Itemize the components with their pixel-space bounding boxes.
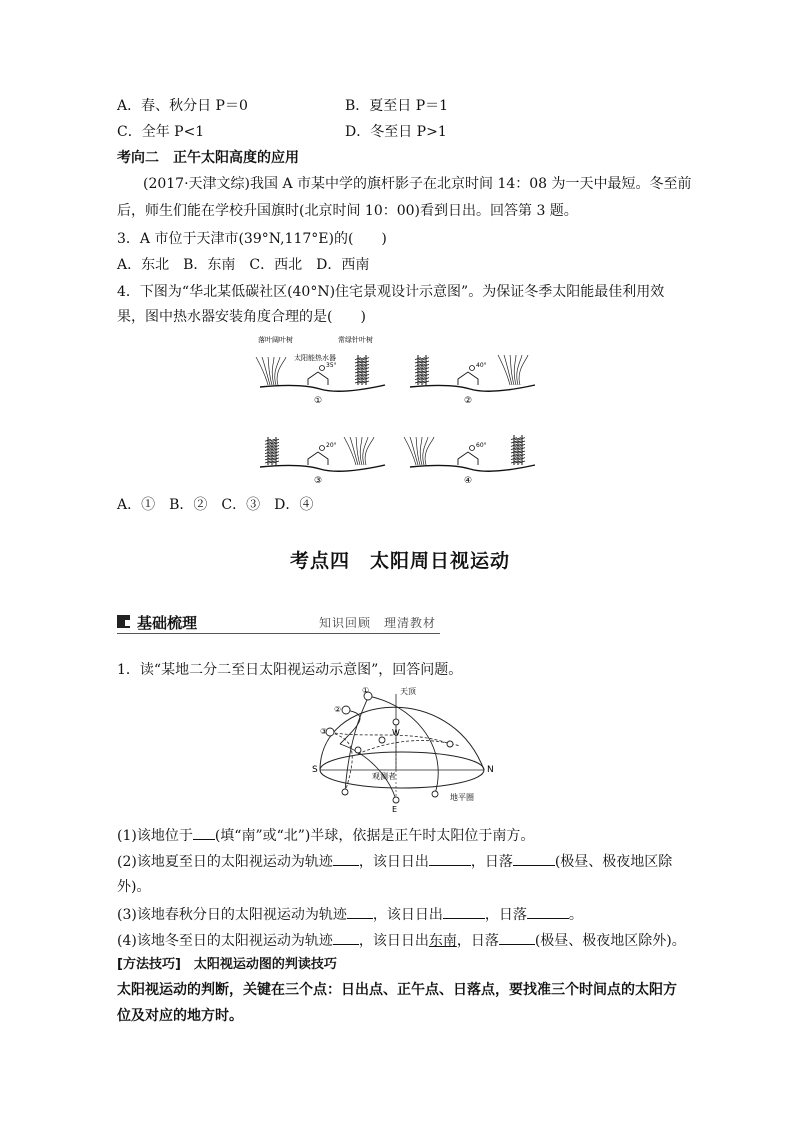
blank-3c[interactable] <box>527 904 569 919</box>
w-label: W <box>392 728 400 737</box>
answer-dongnan: 东南 <box>428 933 457 949</box>
option-a: A．春、秋分日 P＝0 <box>117 98 248 114</box>
horizon-label: 地平圈 <box>450 793 474 802</box>
fill-q3: (3)该地春秋分日的太阳视运动为轨迹 ，该日日出 ，日落 。 <box>117 904 583 925</box>
track-label-1: ① <box>362 686 370 695</box>
angle-label-4: 60° <box>476 442 487 449</box>
label-evergreen: 常绿针叶树 <box>338 336 373 344</box>
e-label: E <box>392 805 398 814</box>
solar-heater-figure <box>250 330 550 490</box>
label-heater: 太阳能热水器 <box>294 354 336 362</box>
option-d: D．冬至日 P>1 <box>345 124 447 140</box>
q1-stem: 1．读“某地二分二至日太阳视运动示意图”，回答问题。 <box>117 662 463 678</box>
section-title: 考点四 太阳周日视运动 <box>289 550 510 572</box>
label-deciduous: 落叶阔叶树 <box>258 336 293 344</box>
q3-stem: 3．A 市位于天津市(39°N,117°E)的( ) <box>117 231 387 247</box>
kaoxiang-heading: 考向二 正午太阳高度的应用 <box>117 150 299 166</box>
banner-tag: 知识回顾 理清教材 <box>318 616 436 630</box>
heater-panel-3 <box>260 437 385 486</box>
panel-number-2: ② <box>464 396 473 406</box>
passage-line-1: (2017·天津文综)我国 A 市某中学的旗杆影子在北京时间 14：08 为一天中最短。冬至前 <box>143 176 692 192</box>
heater-panel-4 <box>404 435 535 486</box>
q4-options: A．① B．② C．③ D．④ <box>117 497 314 513</box>
track-label-2: ② <box>334 705 342 714</box>
blank-2a[interactable] <box>333 851 359 866</box>
blank-3a[interactable] <box>347 904 373 919</box>
panel-number-1: ① <box>314 396 323 406</box>
blank-3b[interactable] <box>443 904 485 919</box>
fill-q1: (1)该地位于 (填“南”或“北”)半球，依据是正午时太阳位于南方。 <box>117 825 534 846</box>
observer-label: 观测者 <box>372 772 396 781</box>
blank-2b[interactable] <box>429 851 471 866</box>
q4-stem-1: 4．下图为“华北某低碳社区(40°N)住宅景观设计示意图”。为保证冬季太阳能最佳利用效 <box>117 284 665 300</box>
blank-1[interactable] <box>193 825 215 840</box>
angle-label-1: 35° <box>326 362 337 369</box>
q3-options: A．东北 B．东南 C．西北 D．西南 <box>117 257 370 273</box>
sun-path-diagram <box>300 684 500 814</box>
blank-4c[interactable] <box>499 930 535 945</box>
panel-number-3: ③ <box>314 476 323 486</box>
angle-label-3: 20° <box>326 442 337 449</box>
q4-stem-2: 果，图中热水器安装角度合理的是( ) <box>117 309 366 325</box>
fill-q4: (4)该地冬至日的太阳视运动为轨迹 ，该日日出东南，日落 (极昼、极夜地区除外)。 <box>117 930 686 951</box>
option-c: C．全年 P<1 <box>117 124 205 140</box>
panel-number-4: ④ <box>464 476 473 486</box>
fill-q2-cont: 外)。 <box>117 879 151 895</box>
angle-label-2: 40° <box>476 362 487 369</box>
track-label-3: ③ <box>320 727 328 736</box>
option-b: B．夏至日 P＝1 <box>345 98 449 114</box>
fill-q2: (2)该地夏至日的太阳视运动为轨迹 ，该日日出 ，日落 (极昼、极夜地区除 <box>117 851 672 872</box>
basics-banner <box>117 610 440 634</box>
s-label: S <box>312 765 318 775</box>
method-line-2: 位及对应的地方时。 <box>117 1008 243 1024</box>
blank-2c[interactable] <box>513 851 555 866</box>
banner-title: 基础梳理 <box>137 614 198 632</box>
blank-4a[interactable] <box>333 930 359 945</box>
method-heading: [方法技巧] 太阳视运动图的判读技巧 <box>117 957 337 972</box>
n-label: N <box>487 765 494 775</box>
passage-line-2: 后，师生们能在学校升国旗时(北京时间 10：00)看到日出。回答第 3 题。 <box>117 203 578 219</box>
heater-panel-1 <box>256 355 385 406</box>
method-line-1: 太阳视运动的判断，关键在三个点：日出点、正午点、日落点，要找准三个时间点的太阳方 <box>117 982 677 998</box>
heater-panel-2 <box>410 355 535 406</box>
zenith-label: 天顶 <box>400 687 416 696</box>
